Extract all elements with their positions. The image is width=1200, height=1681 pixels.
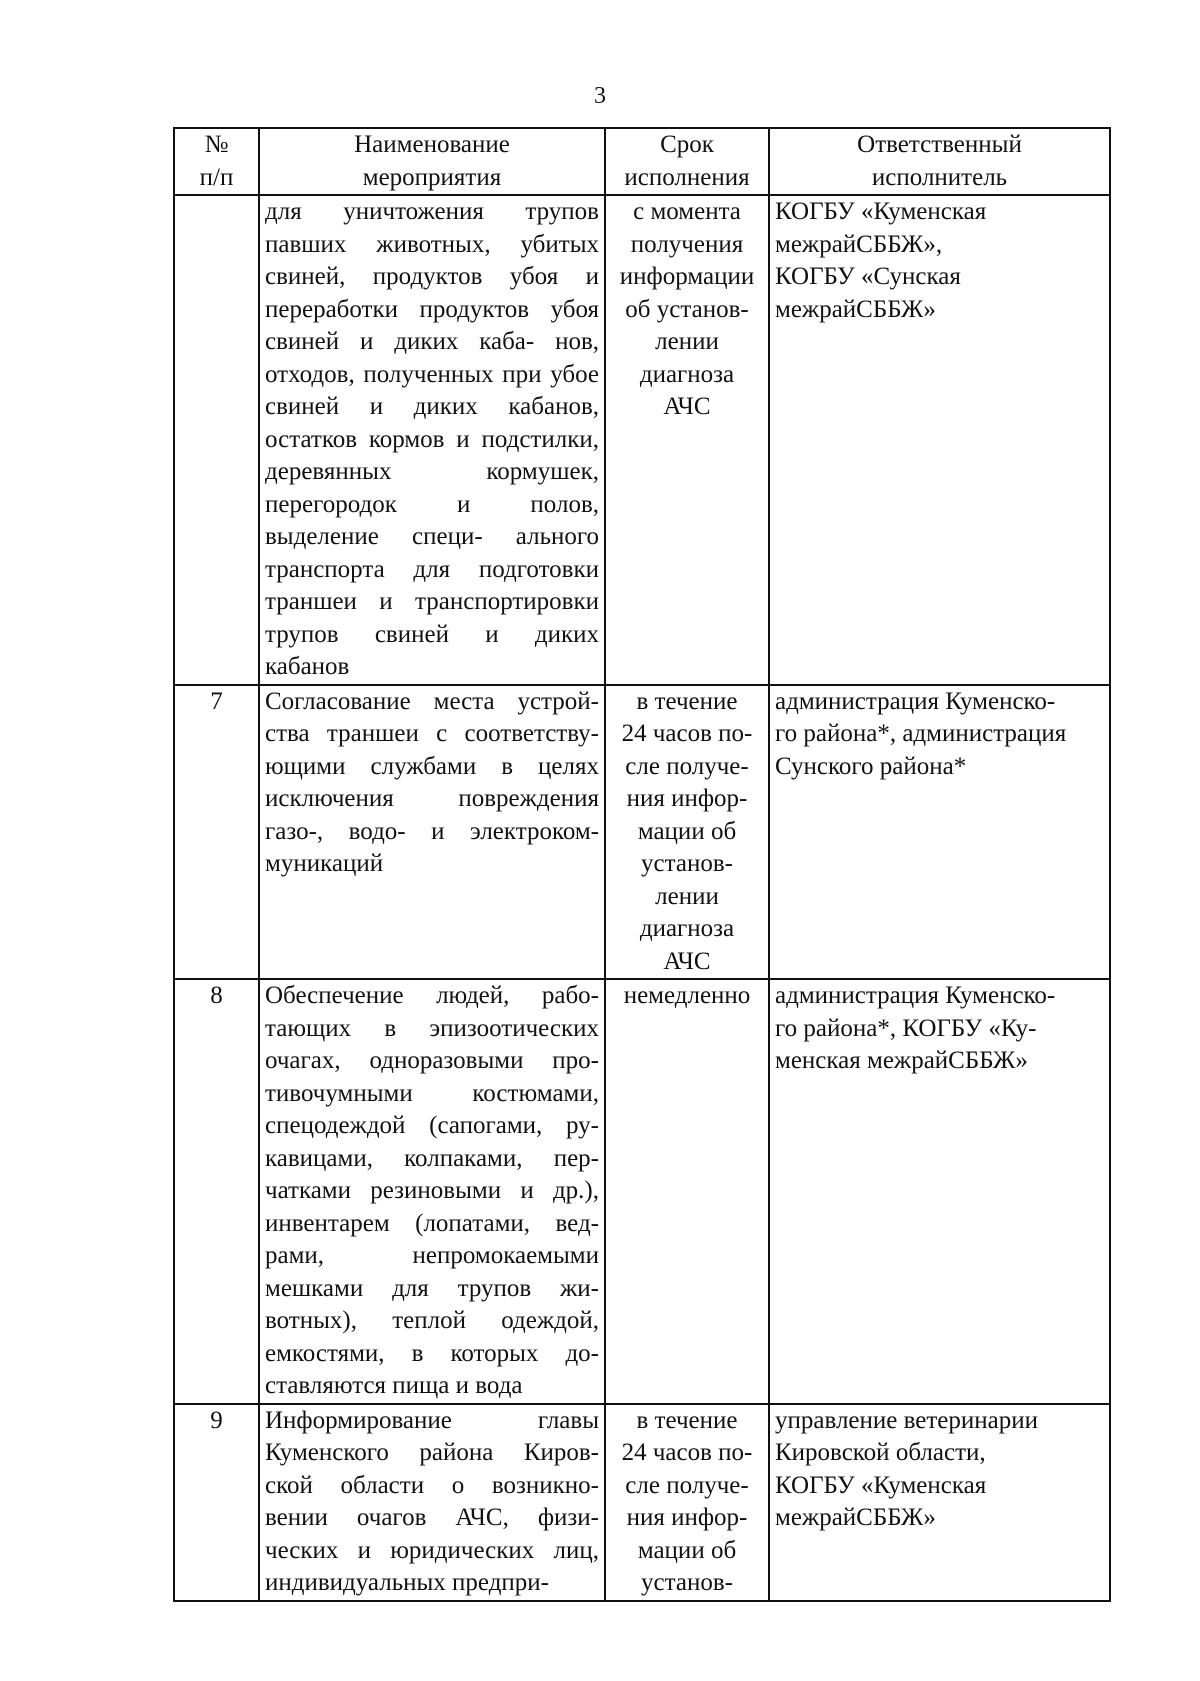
table-header-row xyxy=(174,128,1110,195)
row-measure: для уничтожения трупов павших животных, убитых свиней, продуктов убоя и переработки продуктов убоя свиней и диких каба- нов, отходов, полученных при убое свиней и диких кабанов, остатков кормов и подстилки, деревянных кормушек, перегородок и полов, выделение специ- ального транспорта для подготовки траншеи и транспортировки трупов свиней и диких кабанов xyxy=(259,195,605,685)
row-deadline: в течение 24 часов по- сле получе- ния инфор- мации об установ- лении диагноза АЧС xyxy=(605,685,769,980)
table-row xyxy=(174,195,1110,685)
table-row xyxy=(174,685,1110,980)
row-responsible: администрация Куменско- го района*, КОГБУ «Ку- менская межрайСББЖ» xyxy=(769,979,1110,1404)
table-row xyxy=(174,1404,1110,1601)
row-deadline: с момента получения информации об установ- лении диагноза АЧС xyxy=(605,195,769,685)
row-measure: Согласование места устрой- ства траншеи с соответству- ющими службами в целях исключения повреждения газо-, водо- и электроком- муникаций xyxy=(259,685,605,980)
page-number: 3 xyxy=(594,83,606,109)
row-responsible: КОГБУ «Куменская межрайСББЖ», КОГБУ «Сунская межрайСББЖ» xyxy=(769,195,1110,685)
header-measure-name: Наименование мероприятия xyxy=(259,128,605,195)
row-responsible: администрация Куменско- го района*, администрация Сунского района* xyxy=(769,685,1110,980)
row-number: 9 xyxy=(174,1404,259,1601)
row-number xyxy=(174,195,259,685)
table-row xyxy=(174,979,1110,1404)
row-number: 7 xyxy=(174,685,259,980)
row-measure: Обеспечение людей, рабо- тающих в эпизоотических очагах, одноразовыми про- тивочумными костюмами, спецодеждой (сапогами, ру- кавицами, колпаками, пер- чатками резиновыми и др.), инвентарем (лопатами, вед- рами, непромокаемыми мешками для трупов жи- вотных), теплой одеждой, емкостями, в которых до- ставляются пища и вода xyxy=(259,979,605,1404)
row-deadline: немедленно xyxy=(605,979,769,1404)
header-deadline: Срок исполнения xyxy=(605,128,769,195)
row-responsible: управление ветеринарии Кировской области, КОГБУ «Куменская межрайСББЖ» xyxy=(769,1404,1110,1601)
row-deadline: в течение 24 часов по- сле получе- ния инфор- мации об установ- xyxy=(605,1404,769,1601)
measures-table xyxy=(173,127,1111,1602)
row-number: 8 xyxy=(174,979,259,1404)
header-responsible: Ответственный исполнитель xyxy=(769,128,1110,195)
row-measure: Информирование главы Куменского района Киров- ской области о возникно- вении очагов АЧС, физи- ческих и юридических лиц, индивидуальных предпри- xyxy=(259,1404,605,1601)
header-number: № п/п xyxy=(174,128,259,195)
